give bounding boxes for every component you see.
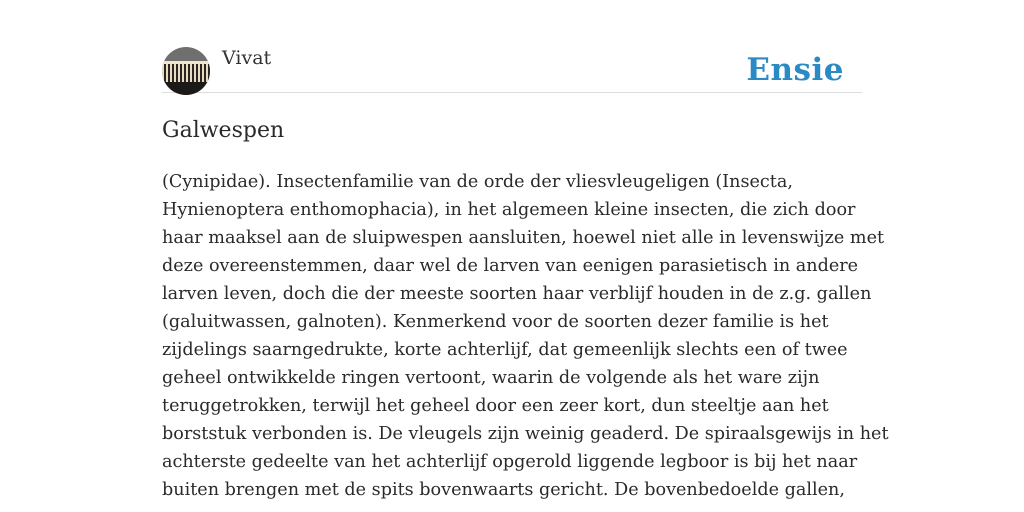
body-line: zijdelings saarngedrukte, korte achterlijf, dat gemeenlijk slechts een of twee [162,340,848,360]
body-line: teruggetrokken, terwijl het geheel door een zeer kort, dun steeltje aan het [162,396,829,416]
body-line: (galuitwassen, galnoten). Kenmerkend voor de soorten dezer familie is het [162,312,829,332]
body-line: larven leven, doch die der meeste soorten haar verblijf houden in de z.g. gallen [162,284,872,304]
avatar-image-books [162,64,210,83]
body-line: deze overeenstemmen, daar wel de larven van eenigen parasietisch in andere [162,256,859,276]
body-line: borststuk verbonden is. De vleugels zijn weinig geaderd. De spiraalsgewijs in het [162,424,889,444]
author-avatar[interactable] [162,47,210,95]
body-line: achterste gedeelte van het achterlijf opgerold liggende legboor is bij het naar [162,452,858,472]
body-line: Hynienoptera enthomophacia), in het algemeen kleine insecten, die zich door [162,200,856,220]
site-logo[interactable]: Ensie [746,52,844,88]
avatar-image-shadow [162,82,210,95]
body-line: (Cynipidae). Insectenfamilie van de orde der vliesvleugeligen (Insecta, [162,172,793,192]
article-title: Galwespen [162,118,285,143]
page-header [162,46,862,93]
author-name[interactable]: Vivat [222,47,272,69]
article-body [162,168,889,504]
body-line: haar maaksel aan de sluipwespen aansluiten, hoewel niet alle in levenswijze met [162,228,885,248]
body-line: buiten brengen met de spits bovenwaarts gericht. De bovenbedoelde gallen, [162,480,845,500]
body-line: geheel ontwikkelde ringen vertoont, waarin de volgende als het ware zijn [162,368,820,388]
